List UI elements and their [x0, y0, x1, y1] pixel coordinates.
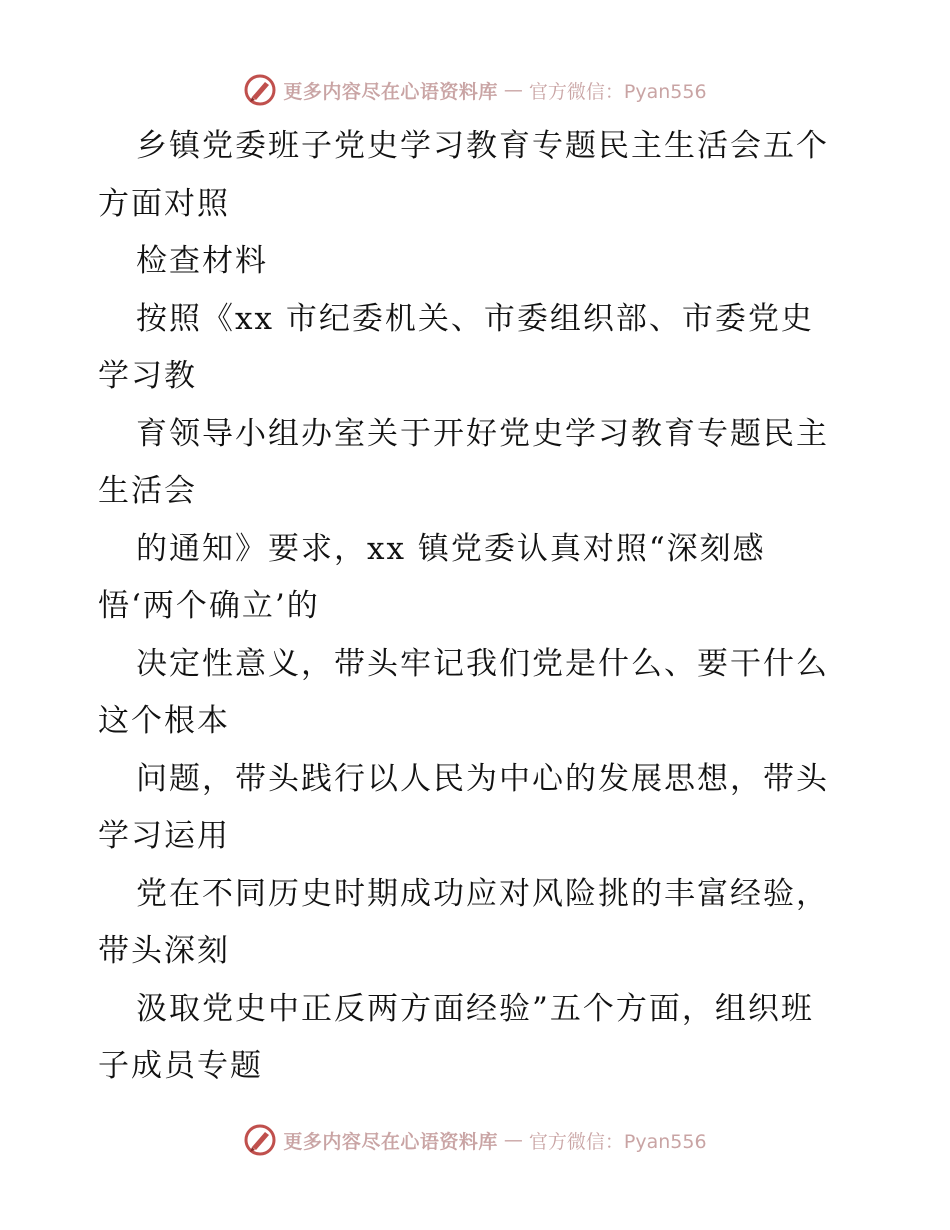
document-line: 学习运用: [98, 818, 230, 854]
watermark-separator: —: [503, 79, 523, 101]
document-line: 悟‘两个确立’的: [98, 588, 320, 624]
document-line: 党在不同历史时期成功应对风险挑的丰富经验，: [136, 875, 829, 912]
document-line: 育领导小组办室关于开好党史学习教育专题民主: [136, 415, 829, 452]
document-line: 带头深刻: [98, 933, 230, 969]
watermark-separator: —: [503, 1129, 523, 1151]
watermark-account-text: 官方微信：Pyan556: [528, 80, 707, 103]
document-line: 汲取党史中正反两方面经验”五个方面，组织班: [136, 990, 814, 1027]
document-line: 生活会: [98, 473, 197, 509]
watermark-account-text: 官方微信：Pyan556: [528, 1130, 707, 1153]
document-line: 按照《xx 市纪委机关、市委组织部、市委党史: [136, 300, 814, 337]
document-line: 方面对照: [98, 185, 230, 222]
document-line: 问题，带头践行以人民为中心的发展思想，带头: [136, 760, 829, 797]
document-line: 乡镇党委班子党史学习教育专题民主生活会五个: [136, 128, 829, 164]
document-line: 的通知》要求，xx 镇党委认真对照“深刻感: [136, 530, 766, 567]
pen-logo-icon: [243, 73, 277, 107]
footer-watermark: [0, 1120, 950, 1160]
pen-logo-icon: [243, 1123, 277, 1157]
document-line: 这个根本: [98, 703, 230, 739]
header-watermark: [0, 70, 950, 110]
document-line: 子成员专题: [98, 1048, 263, 1084]
document-line: 学习教: [98, 358, 197, 394]
document-line: 决定性意义，带头牢记我们党是什么、要干什么: [136, 645, 829, 682]
watermark-site-text: 更多内容尽在心语资料库: [283, 1130, 498, 1153]
document-body: [98, 118, 858, 1096]
watermark-site-text: 更多内容尽在心语资料库: [283, 80, 498, 103]
document-line: 检查材料: [136, 243, 268, 279]
